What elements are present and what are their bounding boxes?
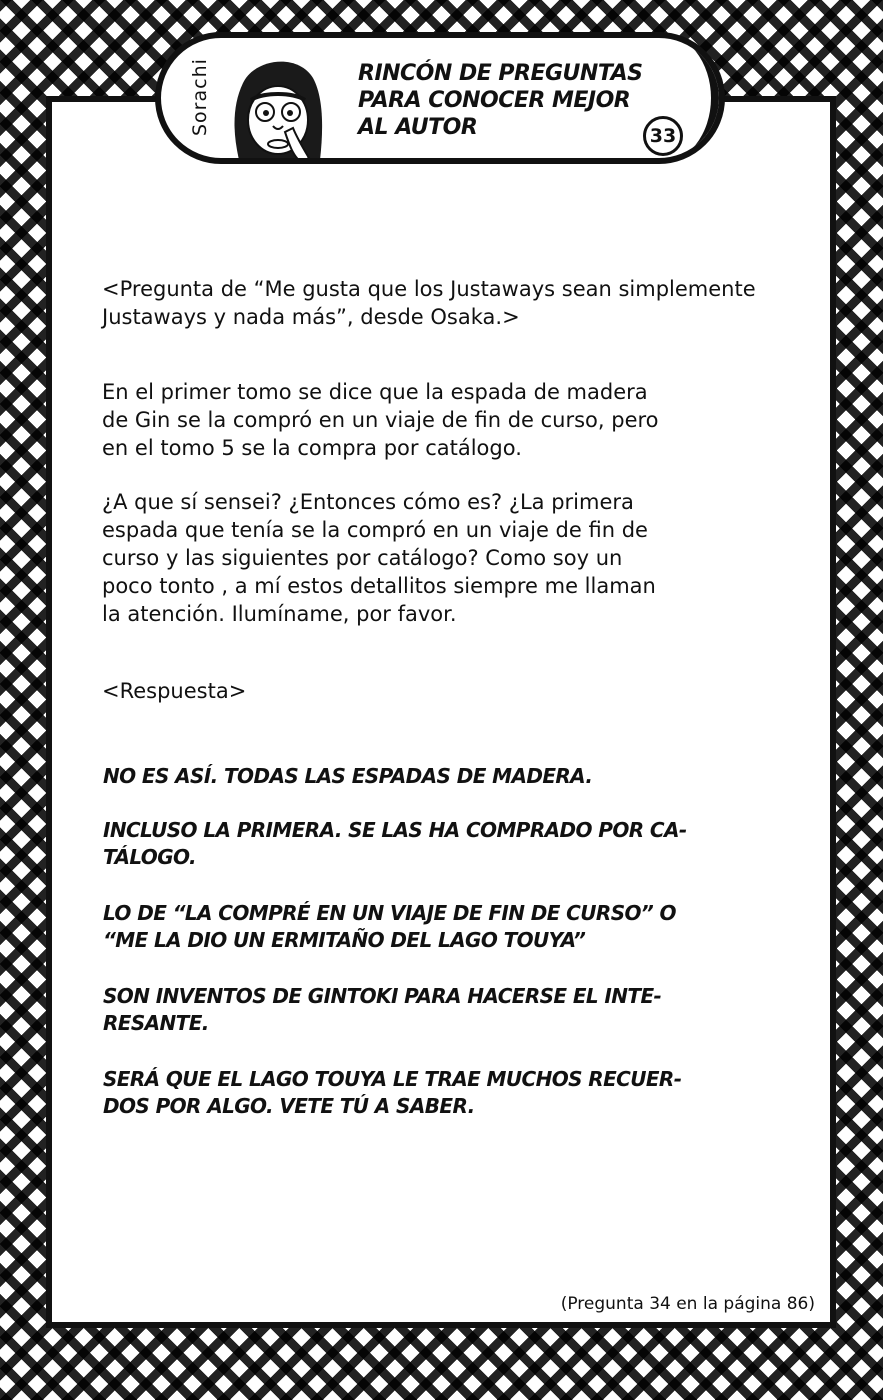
author-name: Sorachi xyxy=(189,58,211,136)
answer-line-1: NO ES ASÍ. TODAS LAS ESPADAS DE MADERA. xyxy=(103,764,593,788)
next-question-note: (Pregunta 34 en la página 86) xyxy=(560,1294,815,1314)
answer-label: <Respuesta> xyxy=(102,679,247,703)
number-badge: 33 xyxy=(643,116,683,156)
title-line: PARA CONOCER MEJOR xyxy=(358,88,631,113)
question-paragraph-2: ¿A que sí sensei? ¿Entonces cómo es? ¿La primera espada que tenía se la compró en un viaje de fin de curso y las siguientes por catálogo? Como soy un poco tonto , a mí estos detallitos siempre me llaman la atención. Ilumíname, por favor. xyxy=(102,490,656,626)
answer-line-5: SERÁ QUE EL LAGO TOUYA LE TRAE MUCHOS RECUER- DOS POR ALGO. VETE TÚ A SABER. xyxy=(103,1067,682,1118)
question-intro: <Pregunta de “Me gusta que los Justaways sean simplemente Justaways y nada más”, desde Osaka.> xyxy=(102,277,756,329)
corner-title xyxy=(358,60,658,141)
answer-line-3: LO DE “LA COMPRÉ EN UN VIAJE DE FIN DE CURSO” O “ME LA DIO UN ERMITAÑO DEL LAGO TOUYA” xyxy=(103,901,676,952)
header-banner xyxy=(155,32,725,164)
title-line: RINCÓN DE PREGUNTAS xyxy=(358,61,643,86)
answer-line-2: INCLUSO LA PRIMERA. SE LAS HA COMPRADO POR CA- TÁLOGO. xyxy=(103,818,687,869)
title-line: AL AUTOR xyxy=(358,115,478,140)
question-paragraph-1: En el primer tomo se dice que la espada de madera de Gin se la compró en un viaje de fin de curso, pero en el tomo 5 se la compra por catálogo. xyxy=(102,380,659,460)
gorilla-author-icon xyxy=(223,48,333,164)
answer-line-4: SON INVENTOS DE GINTOKI PARA HACERSE EL INTE- RESANTE. xyxy=(103,984,662,1035)
